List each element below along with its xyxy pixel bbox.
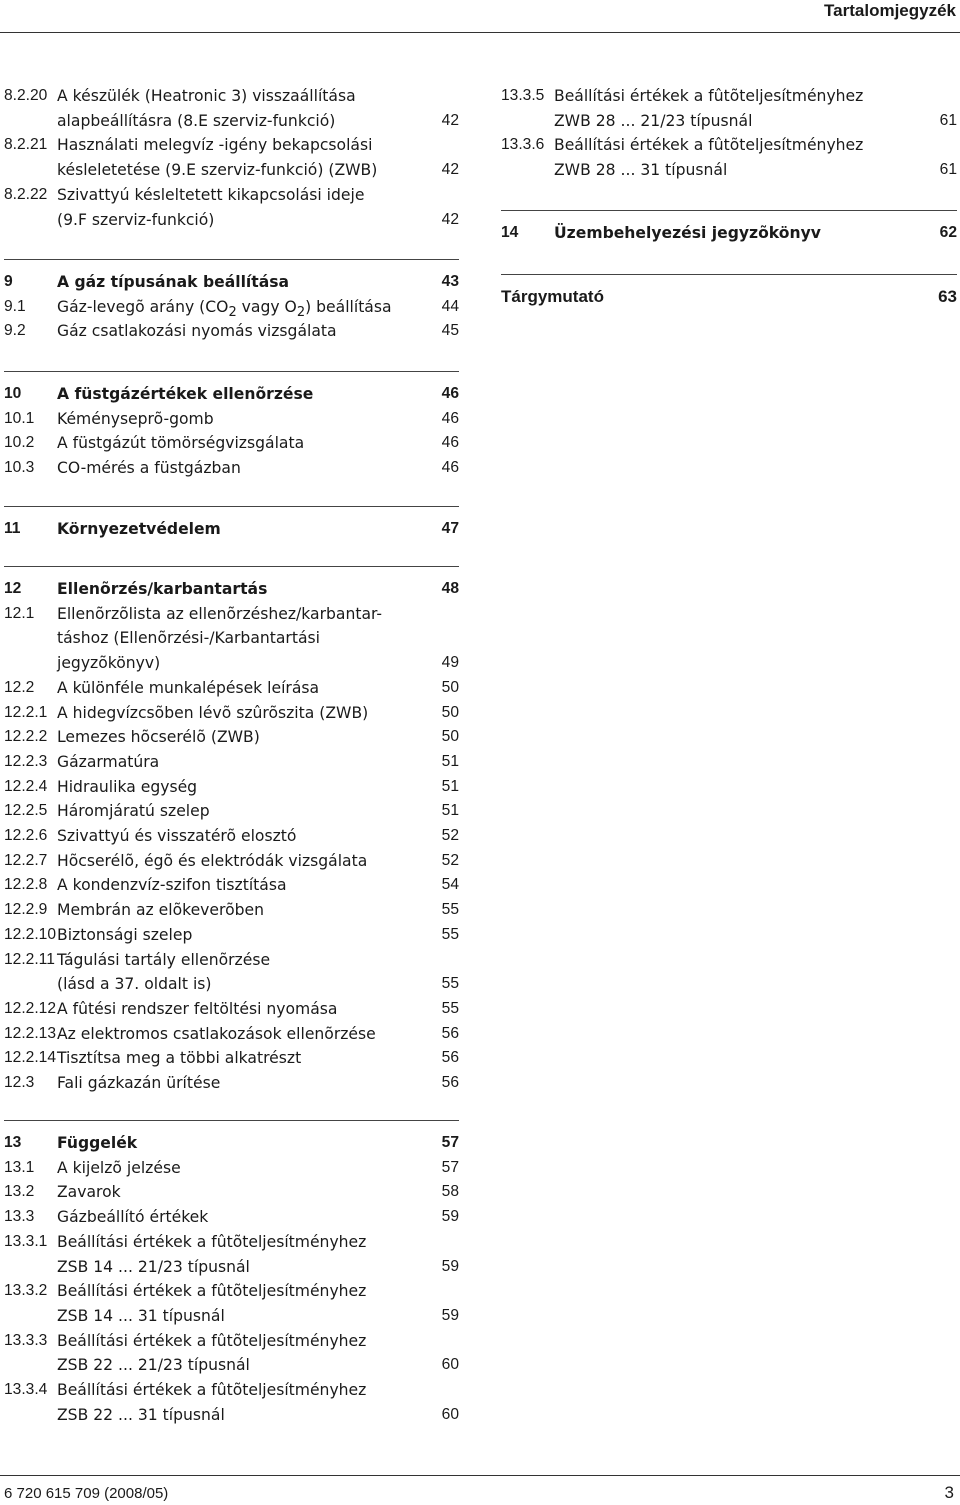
toc-entry-title <box>57 725 260 750</box>
toc-page-number: 56 <box>441 1024 459 1042</box>
header-rule <box>0 32 960 33</box>
toc-entry-title <box>57 701 368 726</box>
toc-entry[interactable] <box>4 1378 459 1403</box>
toc-page-number: 51 <box>441 802 459 820</box>
toc-page-number: 61 <box>939 161 957 179</box>
toc-entry[interactable] <box>4 109 459 134</box>
toc-entry[interactable] <box>4 824 459 849</box>
toc-entry-number: 10.2 <box>4 434 35 452</box>
toc-entry[interactable] <box>4 1329 459 1354</box>
toc-entry[interactable] <box>4 84 459 109</box>
toc-entry-text: Gázbeállító értékek <box>57 1208 209 1227</box>
toc-entry-title <box>57 133 372 158</box>
toc-entry-text: ZSB 22 ... 31 típusnál <box>57 1405 225 1424</box>
toc-entry-text: A készülék (Heatronic 3) visszaállítása <box>57 87 356 105</box>
toc-entry-text: Tágulási tartály ellenõrzése <box>57 950 271 969</box>
toc-entry[interactable] <box>4 1156 459 1181</box>
toc-entry-title <box>57 1180 121 1205</box>
toc-section <box>4 371 459 485</box>
toc-entry-title <box>57 1279 366 1304</box>
toc-page-number: 47 <box>441 520 459 537</box>
toc-entry-title <box>57 972 212 997</box>
toc-entry-title <box>57 1022 376 1047</box>
toc-entry[interactable] <box>4 725 459 750</box>
toc-page-number: 56 <box>441 1074 459 1091</box>
toc-entry-text: jegyzõkönyv) <box>57 654 161 673</box>
toc-entry-title <box>554 158 727 183</box>
toc-page-number: 59 <box>441 1208 459 1226</box>
toc-entry[interactable] <box>4 295 459 320</box>
toc-entry-title <box>57 1205 208 1230</box>
toc-page-number: 52 <box>441 827 459 844</box>
toc-entry[interactable] <box>4 750 459 775</box>
toc-entry-title <box>57 1378 366 1403</box>
toc-entry-text: Beállítási értékek a fûtõteljesítményhez <box>554 136 864 155</box>
toc-page-number: 46 <box>441 434 459 452</box>
toc-entry[interactable] <box>501 158 957 183</box>
toc-entry[interactable] <box>4 948 459 973</box>
toc-entry-title <box>57 431 304 456</box>
toc-entry-number: 9.1 <box>4 297 26 315</box>
toc-entry-text: Hõcserélõ, égõ és elektródák vizsgálata <box>57 851 368 870</box>
toc-entry[interactable] <box>4 431 459 456</box>
toc-entry-title <box>57 1156 181 1181</box>
toc-entry[interactable] <box>4 1353 459 1378</box>
toc-entry[interactable] <box>4 208 459 233</box>
toc-entry[interactable] <box>4 1022 459 1047</box>
toc-entry-text: Környezetvédelem <box>57 520 221 538</box>
toc-chapter-entry[interactable] <box>4 577 459 602</box>
toc-entry-number: 13.3.2 <box>4 1282 48 1300</box>
toc-entry[interactable] <box>4 602 459 627</box>
toc-page-number: 50 <box>441 678 459 696</box>
toc-entry-title <box>57 799 210 824</box>
toc-entry-title <box>57 1131 137 1156</box>
toc-entry-text: A füstgázút tömörségvizsgálata <box>57 434 305 453</box>
toc-entry-title <box>57 158 377 183</box>
toc-entry-number: 10.1 <box>4 409 35 427</box>
toc-entry[interactable] <box>4 873 459 898</box>
toc-entry[interactable] <box>4 923 459 948</box>
toc-entry-title <box>554 109 752 134</box>
toc-entry-title <box>57 319 337 344</box>
toc-entry-title <box>57 1046 301 1071</box>
toc-entry-title <box>554 133 863 158</box>
toc-section <box>501 84 957 197</box>
toc-entry-title <box>57 750 159 775</box>
toc-entry[interactable] <box>501 109 957 134</box>
toc-chapter-entry[interactable] <box>501 221 957 246</box>
toc-entry-text: A füstgázértékek ellenõrzése <box>57 385 314 403</box>
toc-entry-number: 10 <box>4 385 22 402</box>
toc-entry[interactable] <box>4 133 459 158</box>
toc-entry-title <box>57 1230 366 1255</box>
toc-entry-number: 14 <box>501 224 519 241</box>
toc-entry-title <box>554 84 863 109</box>
toc-entry[interactable] <box>4 158 459 183</box>
toc-entry-text: A különféle munkalépések leírása <box>57 678 320 697</box>
toc-entry-title <box>57 626 320 651</box>
toc-entry-text: Ellenõrzõlista az ellenõrzéshez/karbantar- <box>57 604 383 623</box>
toc-entry-title <box>57 183 364 208</box>
toc-entry[interactable] <box>4 972 459 997</box>
toc-entry-text: A fûtési rendszer feltöltési nyomása <box>57 999 338 1018</box>
toc-entry-text: (9.F szerviz-funkció) <box>57 210 215 229</box>
toc-entry-title <box>57 651 160 676</box>
toc-entry-number: 13.3.5 <box>501 87 545 104</box>
toc-entry-title <box>57 208 214 233</box>
toc-entry-text: vagy O <box>236 297 297 316</box>
toc-chapter-entry[interactable] <box>501 285 957 310</box>
toc-entry-text: Háromjáratú szelep <box>57 802 210 821</box>
toc-entry-text: Üzembehelyezési jegyzõkönyv <box>554 224 821 242</box>
toc-chapter-entry[interactable] <box>4 270 459 295</box>
toc-entry[interactable] <box>4 849 459 874</box>
toc-entry-number: 12.2.11 <box>4 950 55 968</box>
toc-page-number: 50 <box>441 728 459 746</box>
toc-section <box>4 1120 459 1431</box>
toc-page-number: 51 <box>441 777 459 795</box>
toc-entry[interactable] <box>4 997 459 1022</box>
toc-entry-number: 13 <box>4 1134 22 1151</box>
toc-entry[interactable] <box>4 651 459 676</box>
toc-entry-number: 12.1 <box>4 604 35 622</box>
toc-entry-number: 10.3 <box>4 459 35 477</box>
toc-entry-title <box>57 1255 250 1280</box>
toc-page-number: 57 <box>441 1158 459 1176</box>
toc-section <box>501 274 957 314</box>
toc-entry-number: 13.3.4 <box>4 1381 48 1398</box>
toc-entry-text: Az elektromos csatlakozások ellenõrzése <box>57 1024 376 1043</box>
toc-entry-text: Függelék <box>57 1134 138 1152</box>
toc-section <box>4 506 459 546</box>
toc-entry-text: Használati melegvíz -igény bekapcsolási <box>57 136 373 155</box>
toc-entry-title <box>57 923 192 948</box>
toc-entry-title <box>57 849 367 874</box>
toc-page-number: 54 <box>441 876 459 894</box>
toc-entry-title <box>57 1304 225 1329</box>
toc-page-number: 61 <box>939 111 957 129</box>
toc-entry[interactable] <box>501 133 957 158</box>
toc-entry-text: ZSB 22 ... 21/23 típusnál <box>57 1356 250 1375</box>
toc-entry-text: A kondenzvíz-szifon tisztítása <box>57 876 287 895</box>
toc-chapter-entry[interactable] <box>4 1131 459 1156</box>
toc-entry-text: ZWB 28 ... 31 típusnál <box>554 161 728 180</box>
toc-entry-number: 8.2.22 <box>4 185 48 203</box>
toc-entry-number: 12.2.12 <box>4 999 57 1017</box>
toc-entry-number: 9 <box>4 273 13 290</box>
toc-page-number: 55 <box>441 901 459 919</box>
toc-page-number: 50 <box>441 703 459 721</box>
toc-entry[interactable] <box>4 626 459 651</box>
toc-entry-title <box>57 407 214 432</box>
toc-entry-text: Hidraulika egység <box>57 777 198 796</box>
toc-entry-title <box>57 676 319 701</box>
toc-entry-text: ZSB 14 ... 31 típusnál <box>57 1306 225 1325</box>
toc-entry-text: Zavarok <box>57 1183 121 1202</box>
toc-entry-number: 12.2.3 <box>4 752 48 770</box>
toc-entry[interactable] <box>4 1046 459 1071</box>
toc-page-number: 52 <box>441 851 459 869</box>
toc-entry-text: késleletetése (9.E szerviz-funkció) (ZWB) <box>57 161 378 180</box>
toc-entry[interactable] <box>4 799 459 824</box>
toc-entry-title <box>57 1403 225 1428</box>
toc-page-number: 44 <box>441 297 459 315</box>
toc-entry-number: 13.1 <box>4 1158 35 1176</box>
toc-entry-text: Tárgymutató <box>501 287 604 306</box>
toc-page-number: 49 <box>441 654 459 672</box>
toc-section <box>4 84 459 246</box>
toc-entry-title <box>57 948 270 973</box>
toc-page-number: 48 <box>441 580 459 597</box>
toc-entry-title <box>57 824 296 849</box>
toc-entry-text: Lemezes hõcserélõ (ZWB) <box>57 728 260 747</box>
toc-page-number: 43 <box>441 273 459 290</box>
toc-entry-number: 8.2.20 <box>4 87 48 104</box>
toc-section <box>4 259 459 348</box>
toc-entry-text: alapbeállításra (8.E szerviz-funkció) <box>57 111 336 130</box>
toc-entry-text: (lásd a 37. oldalt is) <box>57 975 212 994</box>
toc-entry-number: 12.2.6 <box>4 827 48 844</box>
toc-entry-number: 12.2 <box>4 678 35 696</box>
toc-entry[interactable] <box>4 898 459 923</box>
toc-entry-number: 12.3 <box>4 1074 35 1091</box>
toc-page-number: 63 <box>938 287 957 306</box>
toc-entry-title <box>57 517 221 542</box>
toc-entry[interactable] <box>4 183 459 208</box>
toc-entry-text: Fali gázkazán ürítése <box>57 1074 221 1092</box>
toc-page-number: 51 <box>441 752 459 770</box>
toc-entry-number: 12.2.2 <box>4 728 48 746</box>
toc-page-number: 42 <box>441 111 459 129</box>
toc-entry-text: ZSB 14 ... 21/23 típusnál <box>57 1257 250 1276</box>
toc-page-number: 58 <box>441 1183 459 1201</box>
toc-entry-number: 12 <box>4 580 22 597</box>
toc-entry-text: ZWB 28 ... 21/23 típusnál <box>554 111 753 130</box>
toc-entry[interactable] <box>4 1403 459 1428</box>
toc-entry[interactable] <box>4 676 459 701</box>
toc-chapter-entry[interactable] <box>4 517 459 542</box>
toc-entry-number: 12.2.14 <box>4 1049 57 1067</box>
toc-entry-number: 13.3 <box>4 1208 35 1226</box>
toc-entry-title <box>501 285 604 310</box>
toc-entry-title <box>57 602 382 627</box>
toc-entry-text: Beállítási értékek a fûtõteljesítményhez <box>57 1282 367 1301</box>
toc-entry-title <box>57 577 267 602</box>
toc-entry[interactable] <box>4 1255 459 1280</box>
page-number: 3 <box>944 1483 954 1502</box>
toc-entry-text: A kijelzõ jelzése <box>57 1158 181 1177</box>
toc-entry-text: Tisztítsa meg a többi alkatrészt <box>57 1049 302 1068</box>
toc-entry-number: 12.2.1 <box>4 703 48 721</box>
toc-entry[interactable] <box>4 456 459 481</box>
toc-entry-text: Gáz csatlakozási nyomás vizsgálata <box>57 322 337 341</box>
toc-entry-text: Beállítási értékek a fûtõteljesítményhez <box>57 1232 367 1251</box>
toc-page-number: 59 <box>441 1257 459 1275</box>
toc-entry-title <box>57 1329 366 1354</box>
toc-entry-number: 13.3.3 <box>4 1331 48 1349</box>
toc-entry-text: Ellenõrzés/karbantartás <box>57 580 268 598</box>
toc-entry-text: Gáz-levegõ arány (CO <box>57 297 229 316</box>
toc-entry[interactable] <box>4 1279 459 1304</box>
toc-entry-text: Beállítási értékek a fûtõteljesítményhez <box>57 1331 367 1350</box>
toc-page-number: 55 <box>441 999 459 1017</box>
toc-page-number: 46 <box>441 459 459 477</box>
toc-page-number: 46 <box>441 385 459 402</box>
toc-entry[interactable] <box>4 1071 459 1096</box>
toc-entry-text: Membrán az elõkeverõben <box>57 901 264 920</box>
toc-entry[interactable] <box>501 84 957 109</box>
toc-entry-text: CO-mérés a füstgázban <box>57 459 241 478</box>
footer-rule <box>0 1475 960 1476</box>
toc-page-number: 62 <box>939 224 957 241</box>
toc-entry-number: 12.2.4 <box>4 777 48 795</box>
toc-page-number: 59 <box>441 1306 459 1324</box>
toc-entry-text: Beállítási értékek a fûtõteljesítményhez <box>554 87 864 105</box>
toc-entry-number: 8.2.21 <box>4 136 48 154</box>
toc-entry-number: 12.2.7 <box>4 851 48 869</box>
toc-entry-number: 12.2.5 <box>4 802 48 820</box>
document-code: 6 720 615 709 (2008/05) <box>4 1485 169 1502</box>
toc-page-number: 60 <box>441 1405 459 1423</box>
page-header-title: Tartalomjegyzék <box>824 1 956 20</box>
toc-entry[interactable] <box>4 1230 459 1255</box>
toc-entry-number: 11 <box>4 520 21 537</box>
toc-entry[interactable] <box>4 1205 459 1230</box>
toc-entry-title <box>57 456 241 481</box>
toc-page-number: 55 <box>441 925 459 943</box>
toc-entry[interactable] <box>4 407 459 432</box>
toc-entry-text: Szivattyú késleltetett kikapcsolási ideje <box>57 185 365 204</box>
toc-entry-title <box>57 382 313 407</box>
toc-page-number: 55 <box>441 975 459 993</box>
toc-entry[interactable] <box>4 319 459 344</box>
toc-section <box>501 210 957 250</box>
toc-entry-text: Beállítási értékek a fûtõteljesítményhez <box>57 1381 367 1399</box>
toc-entry-number: 12.2.13 <box>4 1024 57 1042</box>
toc-page-number: 60 <box>441 1356 459 1374</box>
toc-entry-title <box>57 775 197 800</box>
toc-entry-text: A hidegvízcsõben lévõ szûrõszita (ZWB) <box>57 703 369 722</box>
toc-entry-number: 13.3.1 <box>4 1232 48 1250</box>
toc-entry-title <box>57 270 289 295</box>
toc-entry-text: Gázarmatúra <box>57 752 160 771</box>
toc-page-number: 56 <box>441 1049 459 1067</box>
toc-entry-text: A gáz típusának beállítása <box>57 273 290 291</box>
toc-entry-text: Biztonsági szelep <box>57 925 193 944</box>
toc-entry[interactable] <box>4 1180 459 1205</box>
toc-entry-number: 12.2.8 <box>4 876 48 894</box>
toc-entry-number: 13.2 <box>4 1183 35 1201</box>
toc-entry-text: Kéményseprõ-gomb <box>57 409 214 428</box>
toc-page-number: 45 <box>441 322 459 340</box>
toc-entry[interactable] <box>4 701 459 726</box>
toc-entry-title <box>57 109 335 134</box>
toc-section <box>4 566 459 1100</box>
toc-entry-title <box>57 84 356 109</box>
toc-entry-number: 9.2 <box>4 322 26 340</box>
toc-entry-title <box>57 898 264 923</box>
toc-entry-title <box>57 1353 250 1378</box>
subscript: 2 <box>296 304 306 320</box>
toc-chapter-entry[interactable] <box>4 382 459 407</box>
toc-entry-number: 12.2.10 <box>4 925 57 943</box>
toc-entry-title <box>57 997 337 1022</box>
toc-entry-number: 12.2.9 <box>4 901 48 919</box>
toc-entry-title <box>57 873 287 898</box>
toc-entry-text: Szivattyú és visszatérõ elosztó <box>57 827 297 845</box>
toc-entry-title <box>554 221 821 246</box>
toc-page-number: 42 <box>441 210 459 228</box>
toc-entry-text: ) beállítása <box>305 297 392 316</box>
subscript: 2 <box>228 304 237 320</box>
toc-entry[interactable] <box>4 1304 459 1329</box>
toc-page-number: 57 <box>441 1134 459 1151</box>
toc-entry-text: táshoz (Ellenõrzési-/Karbantartási <box>57 629 320 648</box>
toc-entry[interactable] <box>4 775 459 800</box>
toc-page-number: 46 <box>441 409 459 427</box>
toc-entry-title <box>57 1071 220 1096</box>
toc-page-number: 42 <box>441 161 459 179</box>
toc-entry-number: 13.3.6 <box>501 136 545 154</box>
